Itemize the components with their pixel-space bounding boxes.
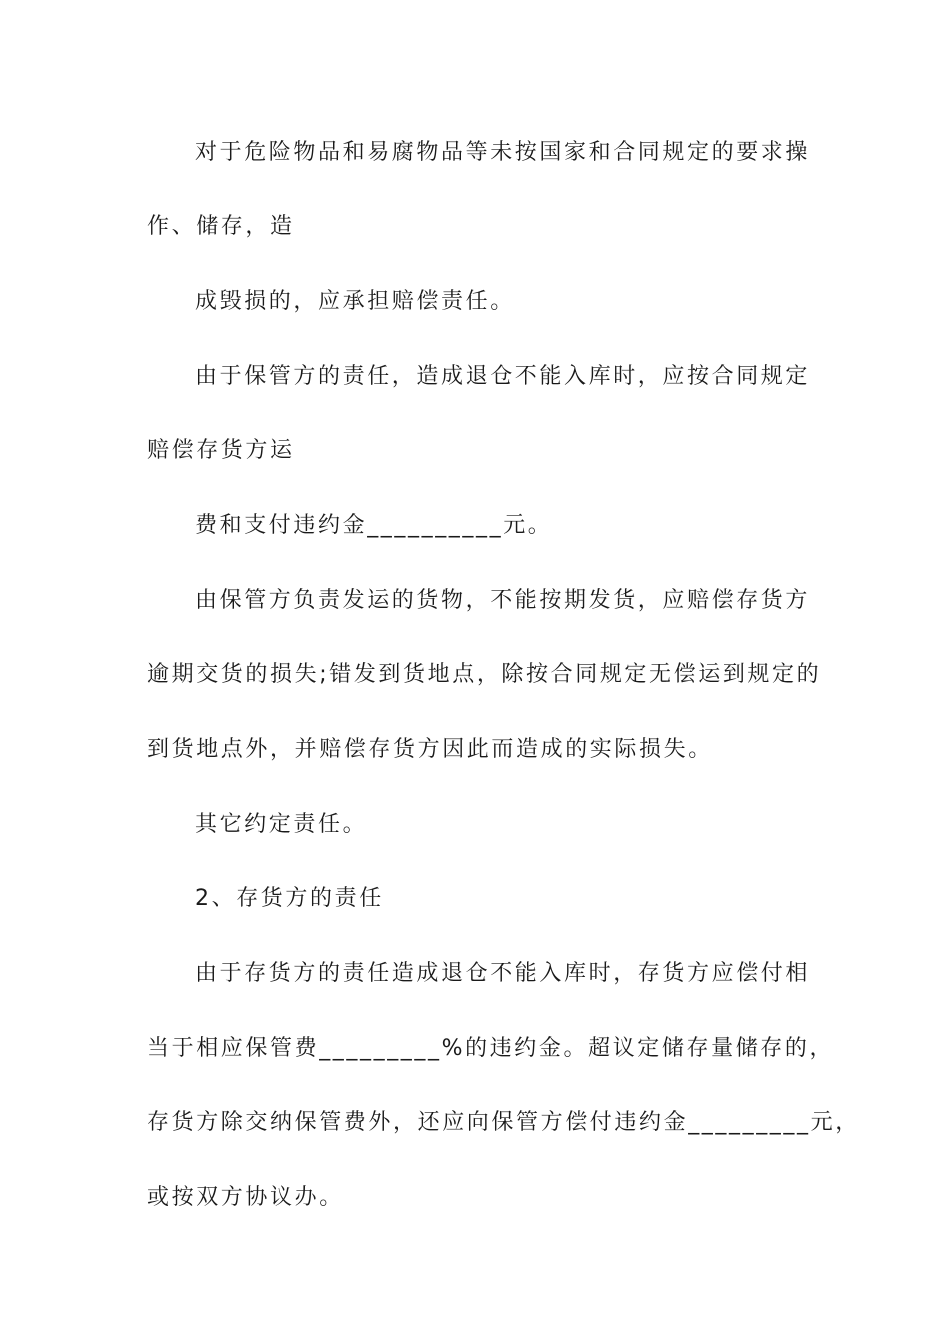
paragraph-line: 作、储存，造 [147,214,295,239]
paragraph-line: 存货方除交纳保管费外，还应向保管方偿付违约金_________元， [147,1110,860,1135]
paragraph-line: 由于保管方的责任，造成退仓不能入库时，应按合同规定 [195,364,811,389]
paragraph-line: 由于存货方的责任造成退仓不能入库时，存货方应偿付相 [195,961,811,986]
paragraph-line: 到货地点外，并赔偿存货方因此而造成的实际损失。 [147,737,713,762]
paragraph-line: 当于相应保管费_________%的违约金。超议定储存量储存的， [147,1036,835,1061]
paragraph-line: 或按双方协议办。 [147,1185,344,1210]
paragraph-line: 由保管方负责发运的货物，不能按期发货，应赔偿存货方 [195,588,811,613]
paragraph-line: 赔偿存货方运 [147,438,295,463]
paragraph-line: 对于危险物品和易腐物品等未按国家和合同规定的要求操 [195,140,811,165]
paragraph-line: 费和支付违约金__________元。 [195,513,553,538]
paragraph-line: 其它约定责任。 [195,812,368,837]
paragraph-line: 成毁损的，应承担赔偿责任。 [195,289,515,314]
section-heading: 2、存货方的责任 [195,886,384,911]
paragraph-line: 逾期交货的损失;错发到货地点，除按合同规定无偿运到规定的 [147,662,822,687]
